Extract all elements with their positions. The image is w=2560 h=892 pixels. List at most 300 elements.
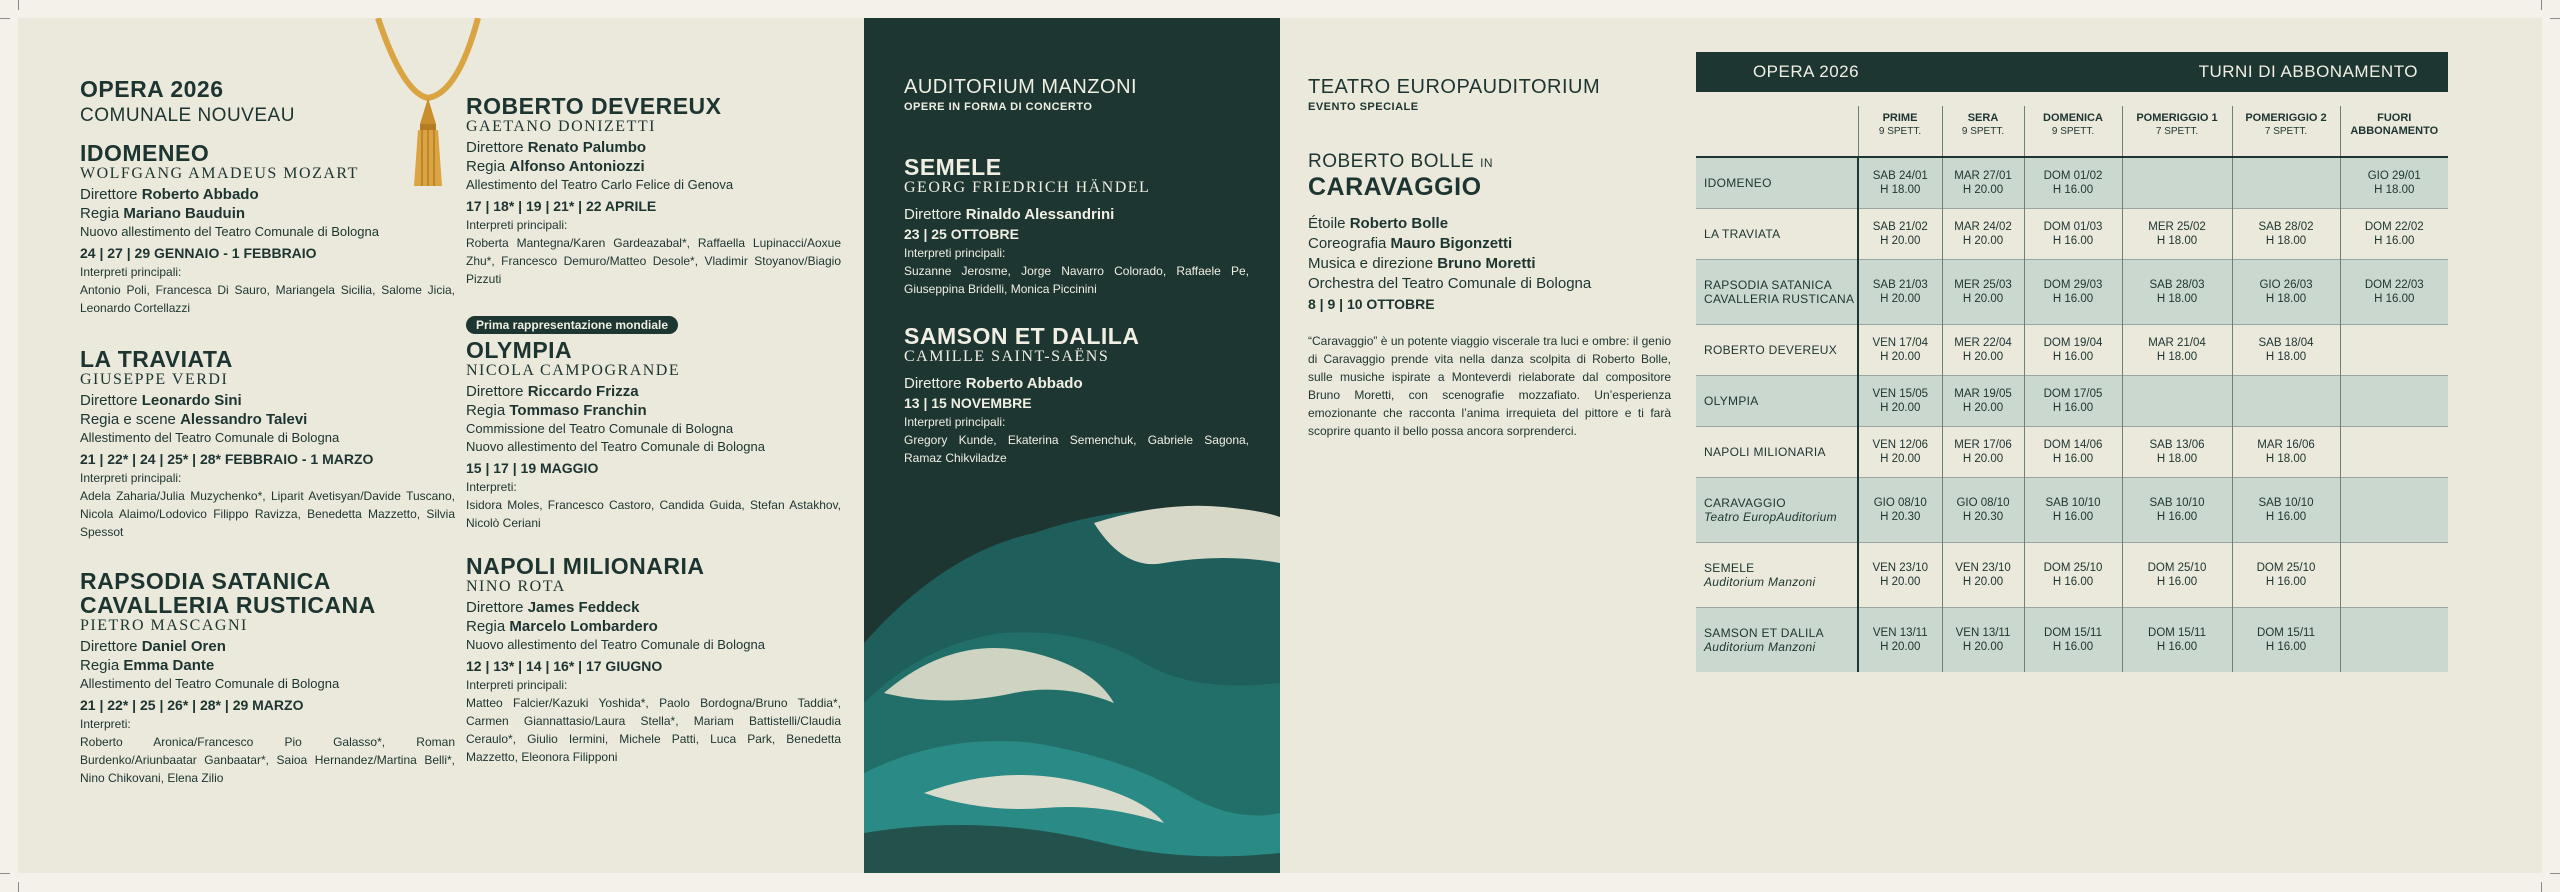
performance-dates: 24 | 27 | 29 GENNAIO - 1 FEBBRAIO — [80, 245, 317, 261]
crop-mark — [2550, 18, 2560, 19]
schedule-cell — [1858, 157, 1942, 209]
cell-date: DOM 17/05 — [2043, 388, 2103, 400]
row-opera-name: NAPOLI MILIONARIA — [1704, 445, 1826, 459]
cell-time: H 16.00 — [2052, 402, 2094, 414]
cast-list: Gregory Kunde, Ekaterina Semenchuk, Gabriele Sagona, Ramaz Chikviladze — [904, 433, 1249, 465]
director-line — [466, 401, 841, 420]
schedule-cell — [1942, 209, 2024, 260]
cell-time: H 16.00 — [2052, 293, 2094, 305]
table-title-bar — [1696, 52, 2448, 92]
column-name: POMERIGGIO 1 — [2136, 112, 2218, 124]
cell-time: H 16.00 — [2052, 511, 2094, 523]
opera-composer: WOLFGANG AMADEUS MOZART — [80, 165, 359, 182]
cell-date: DOM 01/02 — [2043, 170, 2103, 182]
director-name: Marcelo Lombardero — [509, 618, 658, 635]
schedule-cell — [2232, 157, 2340, 209]
schedule-cell — [1858, 608, 1942, 673]
column-season-part2 — [466, 18, 866, 873]
choreography-label: Coreografia — [1308, 235, 1391, 252]
cast-label: Interpreti principali: — [466, 678, 568, 692]
row-title — [1696, 157, 1858, 209]
column-sub: 9 SPETT. — [2051, 126, 2095, 137]
cell-date: DOM 25/10 — [2043, 562, 2103, 574]
cast-label: Interpreti principali: — [904, 415, 1006, 429]
schedule-cell — [1858, 427, 1942, 478]
cell-time: H 20.00 — [1880, 235, 1921, 247]
director-label: Regia e scene — [80, 411, 181, 428]
conductor-label: Direttore — [904, 375, 966, 392]
crop-mark — [0, 873, 10, 874]
conductor-name: Roberto Abbado — [965, 375, 1083, 392]
opera-title: OLYMPIA — [466, 337, 573, 363]
schedule-cell — [2024, 260, 2122, 325]
cell-date: MER 17/06 — [1954, 439, 2012, 451]
table-header-row — [1696, 106, 2448, 157]
schedule-cell — [2232, 209, 2340, 260]
column-header — [2122, 106, 2232, 157]
cell-date: DOM 29/03 — [2043, 279, 2103, 291]
column-name: FUORI — [2377, 112, 2412, 124]
cell-time: H 16.00 — [2052, 453, 2094, 465]
cell-date: SAB 13/06 — [2149, 439, 2205, 451]
opera-title: SAMSON ET DALILA — [904, 323, 1140, 349]
production-note: Allestimento del Teatro Comunale di Bologna — [80, 676, 340, 691]
cell-time: H 16.00 — [2156, 641, 2198, 653]
cast-list: Roberta Mantegna/Karen Gardeazabal*, Raffaella Lupinacci/Aoxue Zhu*, Francesco Demuro/Matteo Desole*, Vladimir Stoyanov/Biagio Pizzuti — [466, 236, 841, 286]
orchestra-line: Orchestra del Teatro Comunale di Bologna — [1308, 275, 1592, 292]
venue-subtitle: OPERE IN FORMA DI CONCERTO — [904, 101, 1093, 113]
cell-date: GIO 08/10 — [1956, 497, 2010, 509]
schedule-cell — [2024, 209, 2122, 260]
row-opera-name: RAPSODIA SATANICA — [1704, 278, 1833, 292]
conductor-label: Direttore — [466, 383, 528, 400]
schedule-cell — [2122, 427, 2232, 478]
music-label: Musica e direzione — [1308, 255, 1438, 272]
cell-date: GIO 08/10 — [1873, 497, 1927, 509]
row-title — [1696, 325, 1858, 376]
table-body — [1696, 157, 2448, 672]
cell-time: H 18.00 — [2265, 351, 2307, 363]
cell-date: DOM 25/10 — [2147, 562, 2207, 574]
schedule-cell — [1942, 325, 2024, 376]
cell-date: SAB 21/03 — [1872, 279, 1928, 291]
crop-mark — [2541, 0, 2542, 10]
opera-title: IDOMENEO — [80, 140, 210, 166]
cell-date: VEN 23/10 — [1872, 562, 1929, 574]
row-title — [1696, 376, 1858, 427]
cell-time: H 16.00 — [2156, 511, 2198, 523]
cell-time: H 20.30 — [1962, 511, 2004, 523]
column-header — [2024, 106, 2122, 157]
opera-composer: PIETRO MASCAGNI — [80, 617, 248, 634]
cell-time: H 20.00 — [1962, 351, 2004, 363]
schedule-cell — [2122, 325, 2232, 376]
row-opera-name: SEMELE — [1704, 561, 1755, 575]
opera-rapsodia-cavalleria — [80, 569, 455, 787]
music-line — [1308, 254, 1688, 274]
conductor-name: Riccardo Frizza — [527, 383, 639, 400]
schedule-cell — [2122, 478, 2232, 543]
schedule-cell — [1858, 325, 1942, 376]
column-season-part1 — [18, 18, 455, 873]
schedule-cell — [2340, 427, 2448, 478]
cell-date: DOM 15/11 — [2148, 627, 2206, 639]
opera-semele — [904, 155, 1280, 298]
schedule-cell — [2024, 478, 2122, 543]
conductor-line — [80, 637, 455, 656]
brochure-sheet — [18, 18, 2542, 873]
cell-time: H 18.00 — [2156, 293, 2198, 305]
cell-date: VEN 23/10 — [1955, 562, 2011, 574]
crop-mark — [0, 18, 10, 19]
cast-label: Interpreti principali: — [80, 471, 182, 485]
column-name: SERA — [1967, 112, 1999, 124]
wave-illustration-icon — [864, 493, 1280, 873]
row-title — [1696, 608, 1858, 673]
cell-time: H 20.00 — [1880, 453, 1921, 465]
director-name: Alessandro Talevi — [180, 411, 308, 428]
schedule-cell — [2232, 427, 2340, 478]
row-opera-name: ROBERTO DEVEREUX — [1704, 343, 1838, 357]
table-row — [1696, 608, 2448, 673]
cast-list: Antonio Poli, Francesca Di Sauro, Mariangela Sicilia, Salome Jicia, Leonardo Cortellazzi — [80, 283, 455, 315]
music-name: Bruno Moretti — [1437, 255, 1536, 272]
cast-list: Isidora Moles, Francesco Castoro, Candida Guida, Stefan Astakhov, Nicolò Ceriani — [466, 498, 841, 530]
table-header-blank — [1696, 106, 1858, 157]
subscription-table-panel — [1696, 18, 2496, 873]
column-header — [1942, 106, 2024, 157]
opera-la-traviata — [80, 347, 455, 541]
schedule-cell — [2340, 157, 2448, 209]
cast-list: Roberto Aronica/Francesco Pio Galasso*, Roman Burdenko/Ariunbaatar Ganbaatar*, Saioa Hernandez/Martina Belli*, Nino Chikovani, Elena Zilio — [80, 735, 455, 785]
cell-time: H 20.00 — [1880, 293, 1921, 305]
production-note: Nuovo allestimento del Teatro Comunale di Bologna — [80, 224, 379, 239]
cell-date: MAR 27/01 — [1954, 170, 2012, 182]
schedule-cell — [2340, 608, 2448, 673]
cell-time: H 20.00 — [1962, 293, 2004, 305]
cell-date: SAB 24/01 — [1872, 170, 1928, 182]
performance-dates: 23 | 25 OTTOBRE — [904, 226, 1019, 242]
table-row — [1696, 543, 2448, 608]
opera-title: LA TRAVIATA — [80, 346, 233, 372]
cell-date: SAB 28/03 — [2149, 279, 2205, 291]
table-row — [1696, 478, 2448, 543]
performance-dates: 21 | 22* | 25 | 26* | 28* | 29 MARZO — [80, 697, 304, 713]
etoile-label: Étoile — [1308, 215, 1350, 232]
row-title — [1696, 427, 1858, 478]
etoile-line — [1308, 214, 1688, 234]
cell-time: H 20.00 — [1962, 402, 2004, 414]
opera-composer: GAETANO DONIZETTI — [466, 118, 656, 135]
table-row — [1696, 260, 2448, 325]
director-line — [466, 617, 841, 636]
production-note: Allestimento del Teatro Comunale di Bologna — [80, 430, 340, 445]
venue-subtitle: EVENTO SPECIALE — [1308, 101, 1419, 113]
cell-date: MER 25/02 — [2148, 221, 2206, 233]
schedule-cell — [2024, 608, 2122, 673]
conductor-line — [904, 374, 1280, 393]
cell-time: H 20.00 — [1962, 184, 2004, 196]
cell-time: H 16.00 — [2265, 576, 2307, 588]
director-name: Tommaso Franchin — [509, 402, 647, 419]
row-title — [1696, 260, 1858, 325]
table-row — [1696, 157, 2448, 209]
opera-samson-et-dalila — [904, 324, 1280, 467]
schedule-cell — [2024, 543, 2122, 608]
director-label: Regia — [80, 657, 124, 674]
cell-date: SAB 21/02 — [1872, 221, 1928, 233]
cell-time: H 16.00 — [2265, 511, 2307, 523]
conductor-label: Direttore — [80, 186, 142, 203]
cell-time: H 16.00 — [2374, 235, 2415, 247]
column-header — [2340, 106, 2448, 157]
cell-date: DOM 15/11 — [2257, 627, 2315, 639]
performance-dates: 15 | 17 | 19 MAGGIO — [466, 460, 599, 476]
choreography-name: Mauro Bigonzetti — [1390, 235, 1513, 252]
column-europauditorium — [1280, 18, 1688, 873]
schedule-cell — [2340, 260, 2448, 325]
schedule-cell — [2340, 543, 2448, 608]
table-season-label: OPERA 2026 — [1752, 62, 1860, 81]
show-description: “Caravaggio” è un potente viaggio viscerale tra luci e ombre: il genio di Caravaggio prende vita nella danza scolpita di Roberto Bolle, sulle musiche ispirate a Monteverdi rielaborate dal compositore Bruno Moretti, con scenografie mozzafiato. Un’esperienza emozionante che racconta l’anima irrequieta del pittore e ti farà scoprire quanto il bello possa ancora sorprenderci. — [1308, 334, 1671, 438]
cell-date: DOM 22/03 — [2364, 279, 2424, 291]
cell-time: H 16.00 — [2156, 576, 2198, 588]
director-line — [80, 410, 455, 429]
cell-time: H 18.00 — [2374, 184, 2415, 196]
cast-label: Interpreti principali: — [466, 218, 568, 232]
schedule-cell — [1942, 543, 2024, 608]
column-header — [1858, 106, 1942, 157]
schedule-cell — [1942, 427, 2024, 478]
cell-date: MER 25/03 — [1954, 279, 2012, 291]
conductor-name: Leonardo Sini — [141, 392, 242, 409]
conductor-line — [466, 382, 841, 401]
crop-mark — [18, 0, 19, 10]
cell-date: SAB 10/10 — [2045, 497, 2101, 509]
row-opera-name: IDOMENEO — [1704, 176, 1772, 190]
column-header — [2232, 106, 2340, 157]
cast-list: Adela Zaharia/Julia Muzychenko*, Liparit Avetisyan/Davide Tuscano, Nicola Alaimo/Lodovico Filippo Ravizza, Benedetta Mazzetto, Silvia Spessot — [80, 489, 455, 539]
cell-date: MAR 19/05 — [1954, 388, 2012, 400]
cast-label: Interpreti: — [80, 717, 131, 731]
conductor-line — [466, 138, 841, 157]
cell-time: H 16.00 — [2052, 235, 2094, 247]
cell-time: H 20.00 — [1962, 235, 2004, 247]
opera-olympia — [466, 316, 841, 532]
cast-label: Interpreti principali: — [80, 265, 182, 279]
opera-napoli-milionaria — [466, 554, 841, 766]
cell-time: H 18.00 — [1880, 184, 1921, 196]
world-premiere-badge: Prima rappresentazione mondiale — [466, 316, 678, 334]
cell-time: H 16.00 — [2052, 641, 2094, 653]
column-sub: 7 SPETT. — [2264, 126, 2308, 137]
cell-time: H 20.30 — [1880, 511, 1921, 523]
cell-date: DOM 22/02 — [2364, 221, 2424, 233]
table-subscription-label: TURNI DI ABBONAMENTO — [2198, 62, 2418, 81]
schedule-cell — [2122, 260, 2232, 325]
conductor-name: Roberto Abbado — [141, 186, 259, 203]
cast-list: Matteo Falcier/Kazuki Yoshida*, Paolo Bordogna/Bruno Taddia*, Carmen Giannattasio/Laura Stella*, Mariam Battistelli/Claudia Ceraulo*, Giulio Iermini, Michele Patti, Luca Park, Benedetta Mazzetto, Eleonora Filipponi — [466, 696, 841, 764]
cell-time: H 20.00 — [1962, 576, 2004, 588]
conductor-label: Direttore — [466, 599, 528, 616]
cell-date: MER 22/04 — [1954, 337, 2012, 349]
schedule-cell — [2024, 376, 2122, 427]
schedule-cell — [2340, 478, 2448, 543]
schedule-cell — [2232, 543, 2340, 608]
season-title: OPERA 2026 — [80, 76, 224, 102]
conductor-name: James Feddeck — [527, 599, 640, 616]
schedule-cell — [1942, 608, 2024, 673]
schedule-cell — [1858, 260, 1942, 325]
director-label: Regia — [80, 205, 124, 222]
performance-dates: 8 | 9 | 10 OTTOBRE — [1308, 296, 1435, 312]
column-sub: 9 SPETT. — [1878, 126, 1922, 137]
cell-time: H 18.00 — [2265, 293, 2307, 305]
row-title — [1696, 543, 1858, 608]
cast-list: Suzanne Jerosme, Jorge Navarro Colorado, Raffaele Pe, Giuseppina Bridelli, Monica Piccinini — [904, 264, 1249, 296]
schedule-cell — [2024, 157, 2122, 209]
conductor-label: Direttore — [466, 139, 528, 156]
schedule-cell — [2340, 376, 2448, 427]
cell-time: H 18.00 — [2265, 235, 2307, 247]
cell-date: GIO 26/03 — [2259, 279, 2313, 291]
row-opera-name-second: CAVALLERIA RUSTICANA — [1704, 292, 1855, 306]
director-name: Alfonso Antoniozzi — [509, 158, 645, 175]
cell-date: SAB 10/10 — [2149, 497, 2205, 509]
director-line — [80, 656, 455, 675]
row-opera-name: CARAVAGGIO — [1704, 496, 1786, 510]
etoile-name: Roberto Bolle — [1349, 215, 1449, 232]
production-note: Allestimento del Teatro Carlo Felice di Genova — [466, 177, 734, 192]
column-auditorium-manzoni — [864, 18, 1280, 873]
row-venue: Auditorium Manzoni — [1704, 575, 1816, 589]
cell-date: MAR 24/02 — [1954, 221, 2012, 233]
opera-composer: NICOLA CAMPOGRANDE — [466, 362, 681, 379]
table-row — [1696, 376, 2448, 427]
schedule-cell — [1858, 209, 1942, 260]
schedule-cell — [1942, 157, 2024, 209]
schedule-cell — [1858, 376, 1942, 427]
performance-dates: 13 | 15 NOVEMBRE — [904, 395, 1032, 411]
cell-date: DOM 14/06 — [2043, 439, 2103, 451]
cell-time: H 16.00 — [2265, 641, 2307, 653]
conductor-name: Renato Palumbo — [527, 139, 647, 156]
performance-dates: 17 | 18* | 19 | 21* | 22 APRILE — [466, 198, 657, 214]
cell-date: SAB 28/02 — [2258, 221, 2314, 233]
column-name: POMERIGGIO 2 — [2245, 112, 2327, 124]
conductor-label: Direttore — [80, 638, 142, 655]
cell-time: H 18.00 — [2156, 351, 2198, 363]
row-title — [1696, 209, 1858, 260]
cell-time: H 16.00 — [2052, 351, 2094, 363]
director-name: Emma Dante — [123, 657, 215, 674]
cell-time: H 20.00 — [1880, 576, 1921, 588]
crop-mark — [2541, 882, 2542, 892]
opera-title: RAPSODIA SATANICA — [80, 568, 331, 594]
season-subtitle: COMUNALE NOUVEAU — [80, 105, 295, 126]
schedule-cell — [1942, 376, 2024, 427]
schedule-cell — [2232, 608, 2340, 673]
cell-date: VEN 12/06 — [1872, 439, 1929, 451]
venue-title: TEATRO EUROPAUDITORIUM — [1308, 76, 1601, 98]
opera-composer: NINO ROTA — [466, 578, 566, 595]
cell-date: GIO 29/01 — [2367, 170, 2421, 182]
director-label: Regia — [466, 618, 510, 635]
schedule-cell — [1858, 543, 1942, 608]
schedule-cell — [2232, 260, 2340, 325]
cell-date: DOM 25/10 — [2256, 562, 2316, 574]
table-row — [1696, 209, 2448, 260]
cell-time: H 20.00 — [1962, 453, 2004, 465]
opera-title: SEMELE — [904, 154, 1002, 180]
cell-time: H 16.00 — [2052, 184, 2094, 196]
schedule-cell — [2122, 376, 2232, 427]
cell-date: DOM 01/03 — [2043, 221, 2103, 233]
production-note-2: Nuovo allestimento del Teatro Comunale di Bologna — [466, 439, 765, 454]
schedule-cell — [2122, 209, 2232, 260]
column-sub: ABBONAMENTO — [2350, 125, 2439, 137]
director-label: Regia — [466, 158, 510, 175]
cell-date: MAR 16/06 — [2257, 439, 2315, 451]
director-label: Regia — [466, 402, 510, 419]
cell-date: DOM 19/04 — [2043, 337, 2103, 349]
column-name: DOMENICA — [2043, 112, 2103, 124]
cell-date: VEN 13/11 — [1955, 627, 2011, 639]
cell-date: MAR 21/04 — [2148, 337, 2206, 349]
cell-date: SAB 10/10 — [2258, 497, 2314, 509]
row-venue: Auditorium Manzoni — [1704, 640, 1816, 654]
cell-date: SAB 18/04 — [2258, 337, 2314, 349]
production-note: Nuovo allestimento del Teatro Comunale di Bologna — [466, 637, 765, 652]
cell-time: H 18.00 — [2156, 453, 2198, 465]
schedule-cell — [2122, 157, 2232, 209]
row-title — [1696, 478, 1858, 543]
venue-title: AUDITORIUM MANZONI — [904, 76, 1138, 98]
schedule-cell — [2024, 325, 2122, 376]
schedule-cell — [1942, 478, 2024, 543]
table-row — [1696, 325, 2448, 376]
schedule-cell — [2340, 325, 2448, 376]
star-dancer — [1308, 151, 1688, 173]
subscription-table — [1696, 106, 2448, 672]
cast-label: Interpreti principali: — [904, 246, 1006, 260]
cell-time: H 18.00 — [2265, 453, 2307, 465]
conductor-line — [904, 205, 1280, 224]
opera-composer: CAMILLE SAINT-SAËNS — [904, 348, 1110, 365]
crop-mark — [2550, 873, 2560, 874]
director-name: Mariano Bauduin — [123, 205, 246, 222]
schedule-cell — [1858, 478, 1942, 543]
crop-mark — [18, 882, 19, 892]
conductor-line — [80, 391, 455, 410]
row-opera-name: LA TRAVIATA — [1704, 227, 1781, 241]
schedule-cell — [2024, 427, 2122, 478]
cast-label: Interpreti: — [466, 480, 517, 494]
schedule-cell — [2122, 608, 2232, 673]
director-line — [466, 157, 841, 176]
opera-roberto-devereux — [466, 94, 841, 288]
star-dancer-name: ROBERTO BOLLE — [1308, 151, 1475, 172]
schedule-cell — [2340, 209, 2448, 260]
cell-time: H 20.00 — [1880, 351, 1921, 363]
opera-title: NAPOLI MILIONARIA — [466, 553, 705, 579]
column-sub: 9 SPETT. — [1961, 126, 2005, 137]
conductor-label: Direttore — [904, 206, 966, 223]
opera-title-second: CAVALLERIA RUSTICANA — [80, 592, 376, 618]
performance-dates: 12 | 13* | 14 | 16* | 17 GIUGNO — [466, 658, 663, 674]
schedule-cell — [2232, 376, 2340, 427]
schedule-cell — [2232, 478, 2340, 543]
